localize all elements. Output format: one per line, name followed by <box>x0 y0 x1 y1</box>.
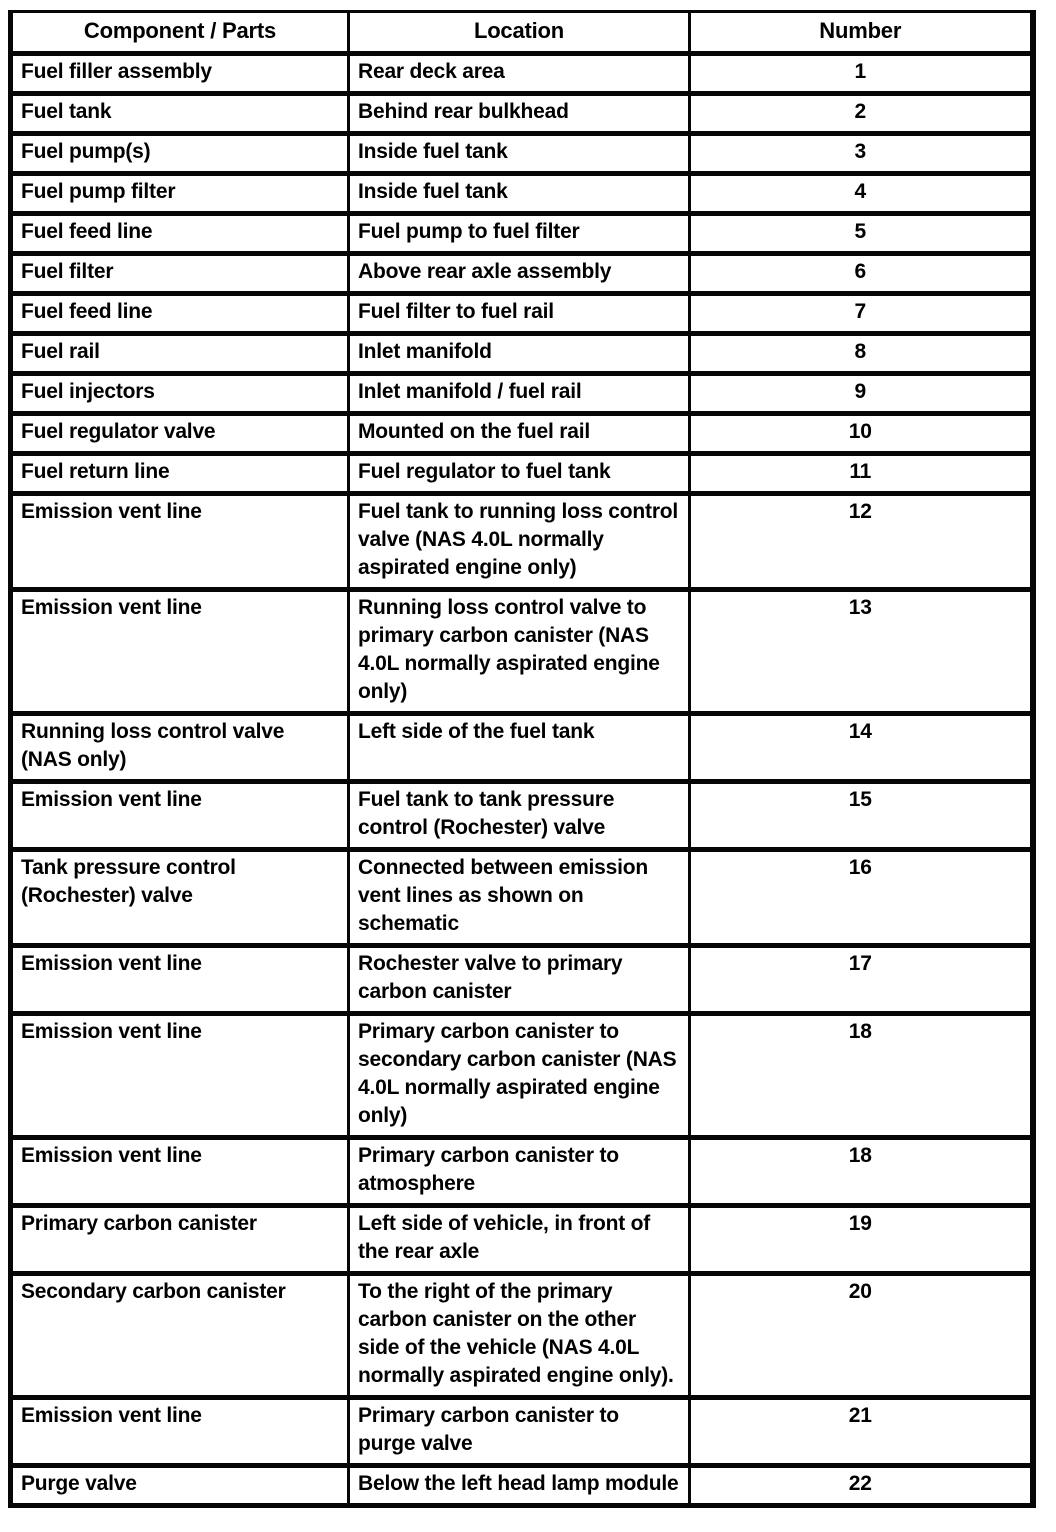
cell-number: 3 <box>690 134 1033 174</box>
cell-location: Primary carbon canister to secondary carbon canister (NAS 4.0L normally aspirated engine only) <box>349 1014 690 1138</box>
cell-component: Emission vent line <box>11 494 349 590</box>
fuel-system-components-table <box>8 10 1036 1508</box>
cell-component: Fuel return line <box>11 454 349 494</box>
cell-number: 2 <box>690 94 1033 134</box>
cell-component: Fuel feed line <box>11 214 349 254</box>
table-row <box>11 374 1033 414</box>
column-header-location: Location <box>349 12 690 54</box>
cell-number: 22 <box>690 1466 1033 1506</box>
cell-component: Emission vent line <box>11 1138 349 1206</box>
cell-location: Fuel tank to tank pressure control (Rochester) valve <box>349 782 690 850</box>
table-row <box>11 334 1033 374</box>
cell-location: Inside fuel tank <box>349 134 690 174</box>
table-row <box>11 782 1033 850</box>
cell-component: Emission vent line <box>11 946 349 1014</box>
cell-component: Running loss control valve (NAS only) <box>11 714 349 782</box>
cell-number: 9 <box>690 374 1033 414</box>
cell-location: Fuel regulator to fuel tank <box>349 454 690 494</box>
table-row <box>11 946 1033 1014</box>
cell-number: 8 <box>690 334 1033 374</box>
table-row <box>11 454 1033 494</box>
table-row <box>11 294 1033 334</box>
table-row <box>11 590 1033 714</box>
cell-location: Inlet manifold <box>349 334 690 374</box>
cell-number: 1 <box>690 54 1033 94</box>
table-row <box>11 494 1033 590</box>
table-row <box>11 254 1033 294</box>
cell-number: 21 <box>690 1398 1033 1466</box>
cell-component: Emission vent line <box>11 1398 349 1466</box>
cell-number: 12 <box>690 494 1033 590</box>
cell-number: 18 <box>690 1014 1033 1138</box>
cell-location: Inside fuel tank <box>349 174 690 214</box>
cell-location: Connected between emission vent lines as shown on schematic <box>349 850 690 946</box>
cell-component: Emission vent line <box>11 1014 349 1138</box>
table-row <box>11 54 1033 94</box>
cell-component: Fuel injectors <box>11 374 349 414</box>
cell-location: Mounted on the fuel rail <box>349 414 690 454</box>
cell-component: Fuel pump filter <box>11 174 349 214</box>
table-row <box>11 714 1033 782</box>
cell-component: Purge valve <box>11 1466 349 1506</box>
cell-location: Left side of the fuel tank <box>349 714 690 782</box>
cell-location: Behind rear bulkhead <box>349 94 690 134</box>
cell-location: Primary carbon canister to purge valve <box>349 1398 690 1466</box>
cell-component: Tank pressure control (Rochester) valve <box>11 850 349 946</box>
cell-number: 11 <box>690 454 1033 494</box>
cell-location: Above rear axle assembly <box>349 254 690 294</box>
table-body <box>11 54 1033 1506</box>
table-row <box>11 214 1033 254</box>
cell-component: Fuel pump(s) <box>11 134 349 174</box>
cell-number: 18 <box>690 1138 1033 1206</box>
table-row <box>11 94 1033 134</box>
table-header-row <box>11 12 1033 54</box>
cell-component: Fuel regulator valve <box>11 414 349 454</box>
cell-location: Fuel tank to running loss control valve (NAS 4.0L normally aspirated engine only) <box>349 494 690 590</box>
cell-component: Fuel tank <box>11 94 349 134</box>
cell-location: To the right of the primary carbon canister on the other side of the vehicle (NAS 4.0L normally aspirated engine only). <box>349 1274 690 1398</box>
cell-component: Fuel feed line <box>11 294 349 334</box>
cell-location: Primary carbon canister to atmosphere <box>349 1138 690 1206</box>
cell-number: 7 <box>690 294 1033 334</box>
cell-location: Inlet manifold / fuel rail <box>349 374 690 414</box>
cell-number: 16 <box>690 850 1033 946</box>
cell-location: Left side of vehicle, in front of the rear axle <box>349 1206 690 1274</box>
cell-location: Fuel filter to fuel rail <box>349 294 690 334</box>
cell-number: 10 <box>690 414 1033 454</box>
cell-location: Below the left head lamp module <box>349 1466 690 1506</box>
table-row <box>11 850 1033 946</box>
table-row <box>11 1398 1033 1466</box>
cell-location: Rear deck area <box>349 54 690 94</box>
cell-component: Fuel filler assembly <box>11 54 349 94</box>
column-header-component: Component / Parts <box>11 12 349 54</box>
table-row <box>11 1274 1033 1398</box>
cell-number: 6 <box>690 254 1033 294</box>
cell-component: Emission vent line <box>11 590 349 714</box>
cell-number: 19 <box>690 1206 1033 1274</box>
cell-number: 14 <box>690 714 1033 782</box>
cell-location: Fuel pump to fuel filter <box>349 214 690 254</box>
cell-number: 20 <box>690 1274 1033 1398</box>
cell-number: 17 <box>690 946 1033 1014</box>
cell-number: 5 <box>690 214 1033 254</box>
cell-number: 13 <box>690 590 1033 714</box>
cell-location: Rochester valve to primary carbon canister <box>349 946 690 1014</box>
cell-component: Secondary carbon canister <box>11 1274 349 1398</box>
table-row <box>11 1466 1033 1506</box>
cell-component: Emission vent line <box>11 782 349 850</box>
table-row <box>11 174 1033 214</box>
cell-component: Fuel rail <box>11 334 349 374</box>
cell-number: 4 <box>690 174 1033 214</box>
table-row <box>11 1014 1033 1138</box>
cell-component: Fuel filter <box>11 254 349 294</box>
table-row <box>11 1206 1033 1274</box>
table-row <box>11 1138 1033 1206</box>
column-header-number: Number <box>690 12 1033 54</box>
cell-number: 15 <box>690 782 1033 850</box>
table-row <box>11 414 1033 454</box>
cell-location: Running loss control valve to primary carbon canister (NAS 4.0L normally aspirated engine only) <box>349 590 690 714</box>
table-row <box>11 134 1033 174</box>
cell-component: Primary carbon canister <box>11 1206 349 1274</box>
